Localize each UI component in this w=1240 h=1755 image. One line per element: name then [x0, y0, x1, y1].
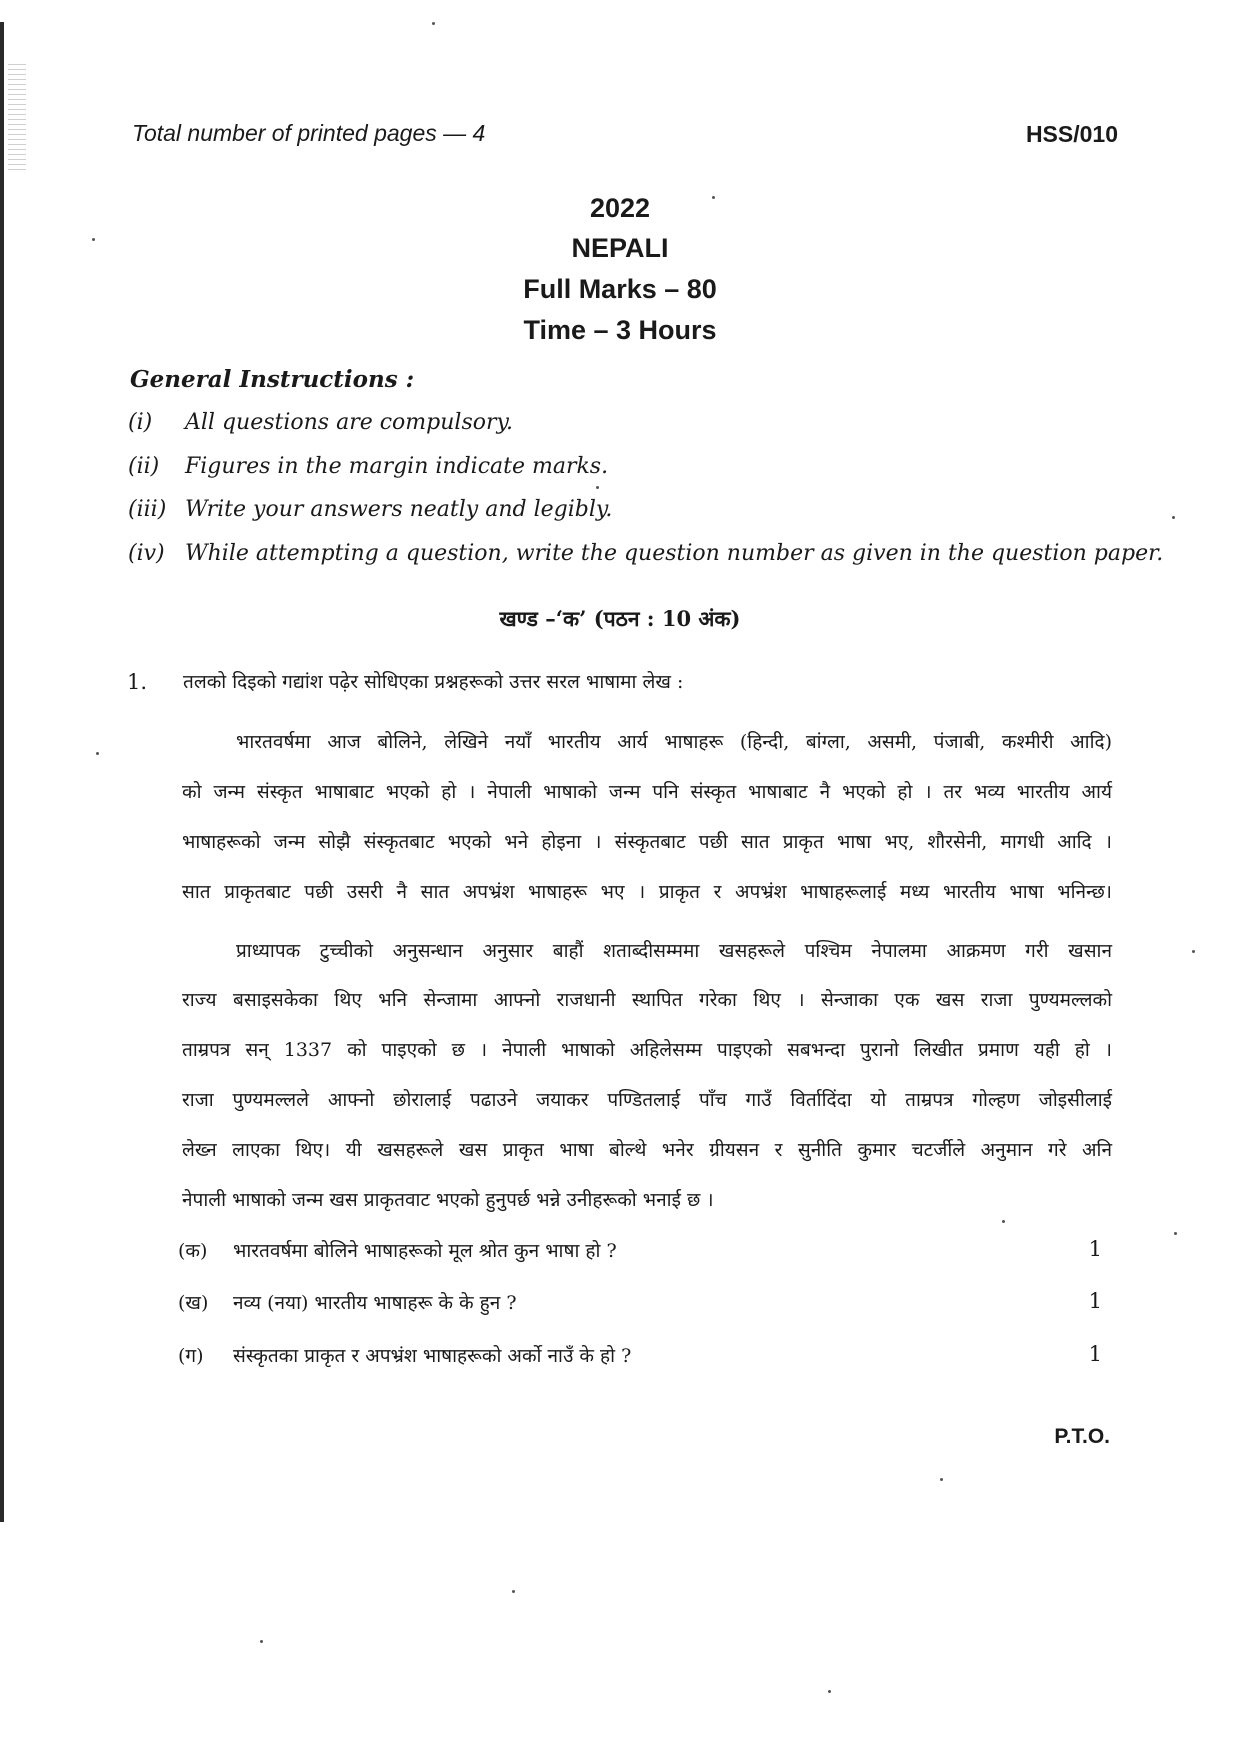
scan-noise [8, 60, 26, 170]
scan-speck [432, 22, 435, 25]
scan-speck [828, 1690, 831, 1693]
instruction-text: Figures in the margin indicate marks. [185, 454, 609, 479]
passage-line: लेख्न लाएका थिए। यी खसहरूले खस प्राकृत भाषा बोल्थे भनेर ग्रीयसन र सुनीति कुमार चटर्जीले अनुमान गरे अनि [182, 1139, 1112, 1161]
passage-line: नेपाली भाषाको जन्म खस प्राकृतवाट भएको हुनुपर्छ भन्ने उनीहरूको भनाई छ । [182, 1189, 714, 1211]
subquestion-marks: 1 [1088, 1342, 1102, 1366]
scan-speck [596, 486, 599, 489]
instruction-item [128, 454, 608, 479]
scan-speck [1192, 950, 1195, 953]
scan-speck [260, 1640, 263, 1643]
scan-speck [712, 196, 715, 199]
subquestion-text: भारतवर्षमा बोलिने भाषाहरूको मूल श्रोत कुन भाषा हो ? [233, 1240, 617, 1262]
instruction-text: While attempting a question, write the question number as given in the question paper. [185, 541, 1164, 566]
instruction-item [128, 497, 612, 522]
question-number: 1. [127, 670, 148, 694]
question-prompt: तलको दिइको गद्यांश पढ़ेर सोधिएका प्रश्नहरूको उत्तर सरल भाषामा लेख : [183, 671, 684, 693]
instruction-text: Write your answers neatly and legibly. [185, 497, 613, 522]
scan-speck [1002, 1220, 1005, 1223]
exam-year: 2022 [589, 193, 651, 223]
passage-line: को जन्म संस्कृत भाषाबाट भएको हो । नेपाली भाषाको जन्म पनि संस्कृत भाषाबाट नै भएको हो । तर भव्य भारतीय आर्य [182, 781, 1112, 803]
paper-code: HSS/010 [1025, 121, 1118, 147]
subquestion-label: (ख) [178, 1292, 209, 1314]
subquestion-marks: 1 [1088, 1289, 1102, 1313]
passage-line: सात प्राकृतबाट पछी उसरी नै सात अपभ्रंश भाषाहरू भए । प्राकृत र अपभ्रंश भाषाहरूलाई मध्य भारतीय भाषा भनिन्छ। [182, 881, 1112, 903]
instruction-item [128, 541, 1163, 566]
subquestion-label: (ग) [178, 1345, 204, 1367]
instruction-number: (iv) [128, 541, 165, 566]
passage-line: भारतवर्षमा आज बोलिने, लेखिने नयाँ भारतीय आर्य भाषाहरू (हिन्दी, बांग्ला, असमी, पंजाबी, कश्मीरी आदि) [236, 731, 1112, 753]
instruction-number: (i) [128, 410, 153, 435]
passage-line: ताम्रपत्र सन् 1337 को पाइएको छ । नेपाली भाषाको अहिलेसम्म पाइएको सबभन्दा पुरानो लिखीत प्रमाण यही हो । [182, 1039, 1112, 1061]
scan-speck [96, 752, 99, 755]
passage-line: प्राध्यापक टुच्चीको अनुसन्धान अनुसार बाहौं शताब्दीसम्ममा खसहरूले पश्चिम नेपालमा आक्रमण गरी खसान [236, 940, 1112, 962]
passage-line: राजा पुण्यमल्लले आफ्नो छोरालाई पढाउने जयाकर पण्डितलाई पाँच गाउँ विर्तादिंदा यो ताम्रपत्र गोल्हण जोइसीलाई [182, 1089, 1112, 1111]
instruction-number: (ii) [128, 454, 160, 479]
instruction-item [128, 410, 513, 435]
exam-time: Time – 3 Hours [523, 315, 717, 345]
pto-note: P.T.O. [1054, 1425, 1110, 1448]
subquestion [178, 1342, 1114, 1368]
printed-pages-note: Total number of printed pages — 4 [132, 120, 486, 146]
subquestion-label: (क) [178, 1240, 208, 1262]
section-heading: खण्ड –‘क’ (पठन : 10 अंक) [499, 606, 741, 631]
subquestion-text: नव्य (नया) भारतीय भाषाहरू के के हुन ? [233, 1292, 517, 1314]
scan-speck [1172, 516, 1175, 519]
scan-speck [1174, 1232, 1177, 1235]
subquestion [178, 1289, 1114, 1315]
subquestion-text: संस्कृतका प्राकृत र अपभ्रंश भाषाहरूको अर्को नाउँ के हो ? [233, 1345, 632, 1367]
subquestion [178, 1237, 1114, 1263]
instruction-number: (iii) [128, 497, 167, 522]
passage-line: भाषाहरूको जन्म सोझै संस्कृतबाट भएको भने होइना । संस्कृतबाट पछी सात प्राकृत भाषा भए, शौरसेनी, मागधी आदि । [182, 831, 1112, 853]
full-marks: Full Marks – 80 [523, 274, 717, 304]
exam-subject: NEPALI [571, 233, 669, 263]
instructions-heading: General Instructions : [130, 366, 415, 393]
subquestion-marks: 1 [1088, 1237, 1102, 1261]
scan-speck [940, 1478, 943, 1481]
instruction-text: All questions are compulsory. [185, 410, 514, 435]
scan-speck [512, 1590, 515, 1593]
passage-line: राज्य बसाइसकेका थिए भनि सेन्जामा आफ्नो राजधानी स्थापित गरेका थिए । सेन्जाका एक खस राजा पुण्यमल्लको [182, 989, 1112, 1011]
scan-speck [92, 238, 95, 241]
